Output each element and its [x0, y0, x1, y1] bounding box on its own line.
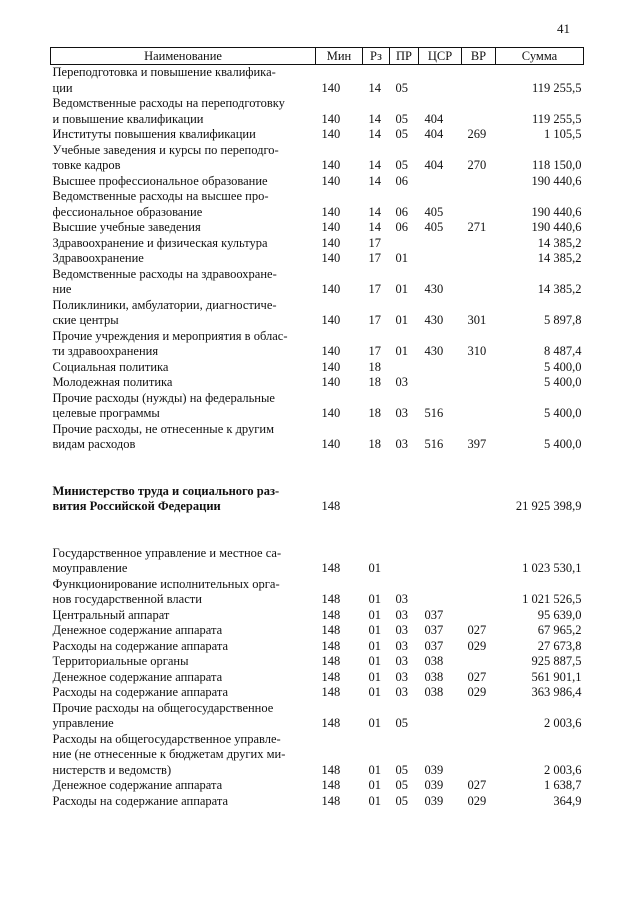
- row-name-line: Молодежная политика: [52, 375, 173, 389]
- cell-min: 148: [321, 623, 341, 637]
- cell-vr: [462, 608, 496, 624]
- row-name-line: Расходы на содержание аппарата: [52, 685, 229, 699]
- cell-min: 140: [321, 437, 341, 451]
- cell-csr: 404: [424, 127, 444, 141]
- cell-csr: 430: [424, 313, 444, 327]
- row-name-line: нов государственной власти: [52, 592, 202, 606]
- row-name-line: Прочие расходы (нужды) на федеральные: [52, 390, 275, 405]
- row-name-line: ти здравоохранения: [52, 344, 159, 358]
- cell-rz: 17: [368, 282, 381, 296]
- table-row: [51, 236, 584, 252]
- row-name-line: товке кадров: [52, 158, 121, 172]
- row-name-line: моуправление: [52, 561, 128, 575]
- cell-vr: [462, 453, 496, 515]
- cell-csr: 404: [424, 158, 444, 172]
- cell-rz: 14: [368, 127, 381, 141]
- table-row: [51, 220, 584, 236]
- row-name-line: вития Российской Федерации: [52, 499, 221, 513]
- cell-pr: 05: [395, 716, 408, 730]
- table-row: [51, 515, 584, 577]
- cell-csr: 039: [424, 762, 444, 777]
- cell-vr: [462, 267, 496, 298]
- cell-csr: [419, 65, 462, 97]
- row-name: [51, 96, 316, 127]
- row-name: [51, 329, 316, 360]
- cell-vr: 270: [467, 158, 487, 172]
- row-name-line: Денежное содержание аппарата: [52, 623, 223, 637]
- cell-vr: [462, 701, 496, 732]
- cell-csr: 039: [424, 778, 444, 792]
- column-header-csr: ЦСР: [419, 48, 462, 65]
- cell-pr: 05: [395, 793, 408, 808]
- cell-rz: 01: [368, 623, 381, 637]
- row-name-line: Переподготовка и повышение квалифика-: [52, 65, 276, 79]
- cell-rz: 01: [368, 793, 381, 808]
- row-name: [51, 360, 316, 376]
- row-name: [51, 685, 316, 701]
- cell-pr: 03: [395, 375, 408, 389]
- cell-csr: [419, 174, 462, 190]
- row-name-line: Расходы на содержание аппарата: [52, 793, 229, 808]
- page-number: 41: [557, 21, 570, 36]
- row-name-line: Ведомственные расходы на переподготовку: [52, 96, 285, 110]
- table-row: [51, 267, 584, 298]
- cell-pr: 03: [395, 685, 408, 699]
- cell-pr: 05: [395, 158, 408, 172]
- cell-min: 140: [321, 359, 341, 374]
- row-name: [51, 732, 316, 779]
- cell-vr: [462, 96, 496, 127]
- row-name: [51, 608, 316, 624]
- cell-rz: 14: [368, 220, 381, 234]
- row-name: [51, 654, 316, 670]
- column-header-min: Мин: [316, 48, 363, 65]
- table-row: [51, 685, 584, 701]
- table-row: [51, 360, 584, 376]
- row-name-line: и повышение квалификации: [52, 111, 204, 126]
- table-row: [51, 670, 584, 686]
- row-name-line: Денежное содержание аппарата: [52, 669, 223, 684]
- cell-vr: 310: [467, 344, 487, 358]
- table-row: [51, 189, 584, 220]
- cell-sum: 363 986,4: [531, 685, 582, 699]
- cell-min: 140: [321, 111, 341, 126]
- cell-min: 140: [321, 204, 341, 219]
- cell-sum: 118 150,0: [531, 158, 582, 172]
- row-name: [51, 778, 316, 794]
- row-name: [51, 670, 316, 686]
- table-row: [51, 778, 584, 794]
- cell-pr: 01: [395, 282, 408, 296]
- cell-csr: 037: [424, 623, 444, 637]
- table-row: [51, 391, 584, 422]
- row-name-line: Денежное содержание аппарата: [52, 778, 223, 792]
- row-name-line: Функционирование исполнительных орга-: [52, 576, 280, 591]
- table-header-row: [51, 48, 584, 65]
- cell-pr: 01: [395, 313, 408, 327]
- cell-pr: 01: [395, 344, 408, 358]
- cell-min: 148: [321, 716, 341, 730]
- cell-csr: 404: [424, 111, 444, 126]
- row-name-line: Государственное управление и местное са-: [52, 545, 282, 560]
- cell-sum: 1 023 530,1: [522, 561, 582, 575]
- row-name: [51, 422, 316, 453]
- cell-rz: 01: [368, 607, 381, 622]
- column-header-pr: ПР: [390, 48, 419, 65]
- row-name-line: Расходы на общегосударственное управле-: [52, 731, 281, 746]
- cell-csr: 430: [424, 344, 444, 358]
- table-row: [51, 608, 584, 624]
- cell-vr: [462, 375, 496, 391]
- cell-rz: 01: [368, 685, 381, 699]
- cell-min: 148: [321, 793, 341, 808]
- row-name-line: Ведомственные расходы на высшее про-: [52, 189, 269, 203]
- row-name: [51, 236, 316, 252]
- cell-vr: 027: [467, 778, 487, 792]
- row-name-line: Поликлиники, амбулатории, диагностиче-: [52, 297, 277, 312]
- cell-pr: 03: [395, 437, 408, 451]
- row-name-line: ние (не отнесенные к бюджетам других ми-: [52, 747, 286, 761]
- table-row: [51, 127, 584, 143]
- cell-rz: 01: [368, 669, 381, 684]
- cell-min: 148: [321, 778, 341, 792]
- cell-sum: 8 487,4: [544, 344, 582, 358]
- row-name-line: Прочие расходы, не отнесенные к другим: [52, 421, 274, 436]
- cell-rz: 01: [368, 654, 381, 668]
- row-name-line: управление: [52, 716, 114, 730]
- cell-sum: 561 901,1: [531, 669, 582, 684]
- cell-vr: 027: [467, 623, 487, 637]
- row-name-line: ние: [52, 282, 72, 296]
- row-name: [51, 143, 316, 174]
- cell-rz: 01: [368, 762, 381, 777]
- row-name: [51, 701, 316, 732]
- row-name-line: Центральный аппарат: [52, 607, 170, 622]
- cell-sum: 1 638,7: [544, 778, 582, 792]
- cell-vr: 027: [467, 669, 487, 684]
- table-row: [51, 422, 584, 453]
- cell-min: 148: [321, 638, 341, 653]
- cell-min: 140: [321, 406, 341, 420]
- cell-min: 148: [321, 762, 341, 777]
- table-row: [51, 577, 584, 608]
- cell-sum: 190 440,6: [531, 220, 582, 234]
- table-row: [51, 453, 584, 515]
- cell-rz: 01: [368, 778, 381, 792]
- cell-min: 140: [321, 375, 341, 389]
- cell-rz: 18: [368, 359, 381, 374]
- cell-sum: 190 440,6: [531, 173, 582, 188]
- table-row: [51, 65, 584, 97]
- budget-table: [50, 47, 584, 809]
- cell-sum: 27 673,8: [537, 638, 582, 653]
- cell-csr: 037: [424, 638, 444, 653]
- cell-min: 140: [321, 220, 341, 234]
- cell-pr: 06: [395, 220, 408, 234]
- table-body: [51, 65, 584, 810]
- cell-sum: 5 400,0: [544, 359, 582, 374]
- table-row: [51, 623, 584, 639]
- cell-rz: 18: [368, 406, 381, 420]
- cell-min: 140: [321, 80, 341, 95]
- cell-vr: [462, 391, 496, 422]
- row-name: [51, 391, 316, 422]
- cell-pr: [390, 515, 419, 577]
- cell-sum: 1 021 526,5: [522, 592, 582, 606]
- cell-vr: [462, 189, 496, 220]
- row-name: [51, 127, 316, 143]
- cell-csr: 038: [424, 669, 444, 684]
- cell-pr: [390, 236, 419, 252]
- cell-vr: [462, 236, 496, 252]
- cell-pr: 05: [395, 778, 408, 792]
- cell-min: 140: [321, 235, 341, 250]
- row-name-line: Высшие учебные заведения: [52, 220, 201, 234]
- cell-min: 140: [321, 173, 341, 188]
- cell-sum: 14 385,2: [537, 282, 582, 296]
- cell-csr: 405: [424, 204, 444, 219]
- cell-vr: [462, 515, 496, 577]
- cell-sum: 2 003,6: [544, 716, 582, 730]
- cell-sum: 190 440,6: [531, 204, 582, 219]
- cell-vr: 271: [467, 220, 487, 234]
- cell-csr: [419, 375, 462, 391]
- cell-rz: 14: [368, 204, 381, 219]
- row-name-line: Высшее профессиональное образование: [52, 173, 268, 188]
- cell-csr: 037: [424, 607, 444, 622]
- cell-pr: 06: [395, 173, 408, 188]
- cell-min: 148: [321, 654, 341, 668]
- row-name: [51, 623, 316, 639]
- cell-min: 148: [321, 592, 341, 606]
- row-name-line: Здравоохранение: [52, 251, 144, 265]
- cell-csr: [419, 453, 462, 515]
- cell-rz: 01: [368, 638, 381, 653]
- cell-csr: [419, 701, 462, 732]
- table-row: [51, 794, 584, 810]
- cell-csr: 516: [424, 437, 444, 451]
- cell-csr: [419, 236, 462, 252]
- cell-rz: 01: [368, 561, 381, 575]
- cell-pr: 01: [395, 251, 408, 265]
- cell-min: 148: [321, 685, 341, 699]
- column-header-rz: Рз: [363, 48, 390, 65]
- cell-vr: [462, 65, 496, 97]
- cell-rz: 17: [368, 313, 381, 327]
- cell-min: 148: [321, 669, 341, 684]
- row-name-line: Расходы на содержание аппарата: [52, 638, 229, 653]
- cell-sum: 925 887,5: [531, 654, 582, 668]
- table-row: [51, 174, 584, 190]
- row-name-line: ские центры: [52, 313, 119, 327]
- cell-rz: 14: [368, 158, 381, 172]
- row-name: [51, 453, 316, 515]
- row-name-line: Прочие учреждения и мероприятия в облас-: [52, 328, 288, 343]
- table-row: [51, 701, 584, 732]
- cell-csr: 039: [424, 793, 444, 808]
- cell-sum: 95 639,0: [537, 607, 582, 622]
- cell-sum: 14 385,2: [537, 235, 582, 250]
- cell-vr: 029: [467, 638, 487, 653]
- cell-sum: 119 255,5: [531, 111, 582, 126]
- cell-vr: [462, 174, 496, 190]
- cell-csr: 516: [424, 406, 444, 420]
- cell-vr: [462, 251, 496, 267]
- table-row: [51, 143, 584, 174]
- cell-min: 140: [321, 251, 341, 265]
- cell-sum: 364,9: [553, 793, 582, 808]
- cell-vr: [462, 360, 496, 376]
- cell-csr: [419, 360, 462, 376]
- cell-csr: 430: [424, 282, 444, 296]
- cell-rz: 01: [368, 592, 381, 606]
- row-name: [51, 794, 316, 810]
- cell-rz: 17: [368, 344, 381, 358]
- cell-min: 140: [321, 313, 341, 327]
- cell-rz: 18: [368, 437, 381, 451]
- cell-sum: 1 105,5: [544, 127, 582, 141]
- cell-vr: 397: [467, 437, 487, 451]
- cell-sum: 5 400,0: [544, 437, 582, 451]
- cell-pr: 03: [395, 654, 408, 668]
- row-name-line: Министерство труда и социального раз-: [52, 483, 280, 498]
- cell-pr: 05: [395, 111, 408, 126]
- table-row: [51, 654, 584, 670]
- cell-sum: 119 255,5: [531, 80, 582, 95]
- cell-vr: 029: [467, 793, 487, 808]
- cell-csr: 405: [424, 220, 444, 234]
- row-name: [51, 639, 316, 655]
- table-row: [51, 251, 584, 267]
- table-row: [51, 298, 584, 329]
- table-row: [51, 732, 584, 779]
- table-row: [51, 96, 584, 127]
- table-row: [51, 375, 584, 391]
- row-name-line: Социальная политика: [52, 359, 169, 374]
- row-name: [51, 220, 316, 236]
- row-name: [51, 577, 316, 608]
- cell-vr: 029: [467, 685, 487, 699]
- row-name: [51, 515, 316, 577]
- row-name-line: фессиональное образование: [52, 204, 203, 219]
- row-name: [51, 65, 316, 97]
- row-name-line: Учебные заведения и курсы по переподго-: [52, 142, 279, 157]
- row-name: [51, 267, 316, 298]
- cell-sum: 14 385,2: [537, 251, 582, 265]
- cell-sum: 2 003,6: [544, 762, 582, 777]
- row-name-line: видам расходов: [52, 437, 136, 451]
- cell-sum: 5 400,0: [544, 375, 582, 389]
- cell-pr: 03: [395, 638, 408, 653]
- cell-pr: 06: [395, 204, 408, 219]
- row-name-line: целевые программы: [52, 406, 160, 420]
- row-name-line: ции: [52, 80, 73, 95]
- cell-csr: [419, 251, 462, 267]
- cell-pr: 03: [395, 607, 408, 622]
- column-header-sum: Сумма: [496, 48, 584, 65]
- cell-rz: [363, 453, 390, 515]
- cell-rz: 01: [368, 716, 381, 730]
- cell-csr: 038: [424, 685, 444, 699]
- cell-vr: [462, 577, 496, 608]
- cell-pr: 03: [395, 592, 408, 606]
- cell-sum: 21 925 398,9: [515, 499, 582, 513]
- row-name-line: Институты повышения квалификации: [52, 127, 256, 141]
- cell-pr: 05: [395, 762, 408, 777]
- row-name: [51, 298, 316, 329]
- cell-pr: 03: [395, 406, 408, 420]
- table-row: [51, 329, 584, 360]
- row-name: [51, 375, 316, 391]
- column-header-vr: ВР: [462, 48, 496, 65]
- row-name-line: Прочие расходы на общегосударственное: [52, 700, 274, 715]
- cell-vr: 269: [467, 127, 487, 141]
- cell-pr: 05: [395, 127, 408, 141]
- row-name: [51, 174, 316, 190]
- cell-csr: [419, 577, 462, 608]
- cell-min: 140: [321, 282, 341, 296]
- cell-min: 140: [321, 344, 341, 358]
- cell-csr: [419, 515, 462, 577]
- row-name-line: Ведомственные расходы на здравоохране-: [52, 266, 277, 281]
- cell-min: 148: [321, 607, 341, 622]
- cell-pr: 05: [395, 80, 408, 95]
- cell-vr: [462, 732, 496, 779]
- cell-pr: [390, 453, 419, 515]
- cell-rz: 18: [368, 375, 381, 389]
- row-name-line: Здравоохранение и физическая культура: [52, 235, 268, 250]
- cell-sum: 5 897,8: [544, 313, 582, 327]
- row-name-line: нистерств и ведомств): [52, 762, 172, 777]
- cell-rz: 14: [368, 80, 381, 95]
- cell-min: 148: [321, 499, 341, 513]
- cell-min: 140: [321, 127, 341, 141]
- cell-sum: 5 400,0: [544, 406, 582, 420]
- cell-pr: [390, 360, 419, 376]
- column-header-name: Наименование: [51, 48, 316, 65]
- cell-rz: 14: [368, 173, 381, 188]
- cell-rz: 17: [368, 251, 381, 265]
- cell-min: 140: [321, 158, 341, 172]
- cell-csr: 038: [424, 654, 444, 668]
- cell-vr: [462, 654, 496, 670]
- cell-sum: 67 965,2: [537, 623, 582, 637]
- cell-min: 148: [321, 561, 341, 575]
- cell-rz: 14: [368, 111, 381, 126]
- cell-rz: 17: [368, 235, 381, 250]
- row-name: [51, 189, 316, 220]
- cell-pr: 03: [395, 623, 408, 637]
- cell-pr: 03: [395, 669, 408, 684]
- table-row: [51, 639, 584, 655]
- cell-vr: 301: [467, 313, 487, 327]
- row-name: [51, 251, 316, 267]
- row-name-line: Территориальные органы: [52, 654, 189, 668]
